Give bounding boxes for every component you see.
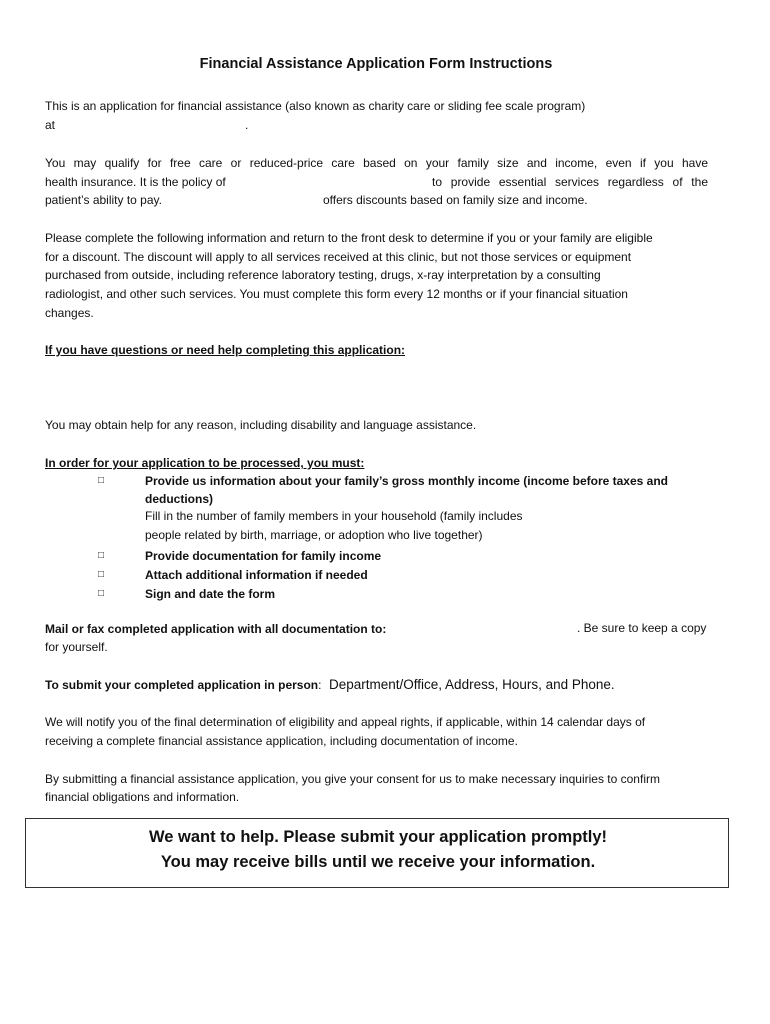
in-person-label: To submit your completed application in person: (45, 678, 322, 692)
qualify-line1: You may qualify for free care or reduced-price care based on your family size and income, even if you have (45, 156, 708, 170)
complete-line1: Please complete the following information and return to the front desk to determine if you or your family are eligible (45, 231, 653, 245)
notify-line2: receiving a complete financial assistance application, including documentation of income. (45, 734, 518, 748)
consent-line2: financial obligations and information. (45, 790, 240, 804)
mail-suffix: . Be sure to keep a copy (577, 621, 707, 635)
requirement-item-income-line2: deductions) (145, 492, 213, 506)
callout-line1: We want to help. Please submit your application promptly! (148, 828, 608, 846)
requirement-item-income-line1: Provide us information about your family’s gross monthly income (income before taxes and (145, 474, 668, 488)
checkbox-icon: □ (98, 475, 105, 486)
intro-at-label: at (45, 118, 56, 132)
notify-line1: We will notify you of the final determination of eligibility and appeal rights, if applicable, within 14 calendar days of (45, 715, 646, 729)
qualify-line2b: to provide essential services regardless of the (432, 175, 708, 189)
complete-line4: radiologist, and other such services. You must complete this form every 12 months or if your financial situation (45, 287, 628, 301)
mail-label: Mail or fax completed application with all documentation to: (45, 622, 387, 636)
page-title: Financial Assistance Application Form Instructions (199, 56, 553, 72)
requirement-item-additional-info: Attach additional information if needed (145, 568, 368, 582)
intro-line1: This is an application for financial assistance (also known as charity care or sliding fee scale program) (45, 99, 586, 113)
consent-line1: By submitting a financial assistance application, you give your consent for us to make necessary inquiries to confirm (45, 772, 660, 786)
checkbox-icon: □ (98, 550, 105, 561)
requirement-item-documentation: Provide documentation for family income (145, 549, 382, 563)
qualify-line3a: patient’s ability to pay. (45, 193, 162, 207)
requirement-item-income-sub1: Fill in the number of family members in your household (family includes (145, 509, 523, 523)
complete-line2: for a discount. The discount will apply to all services received at this clinic, but not those services or equipment (45, 250, 632, 264)
help-heading: If you have questions or need help completing this application: (45, 343, 406, 357)
intro-at-end: . (245, 118, 249, 132)
checkbox-icon: □ (98, 588, 105, 599)
callout-box (25, 818, 729, 888)
help-reason: You may obtain help for any reason, including disability and language assistance. (45, 418, 477, 432)
requirements-heading: In order for your application to be processed, you must: (45, 456, 365, 470)
complete-line5: changes. (45, 306, 94, 320)
requirement-item-sign: Sign and date the form (145, 587, 276, 601)
checkbox-icon: □ (98, 569, 105, 580)
in-person-value: Department/Office, Address, Hours, and Phone. (329, 677, 615, 692)
qualify-line3b: offers discounts based on family size and income. (323, 193, 588, 207)
qualify-line2a: health insurance. It is the policy of (45, 175, 226, 189)
callout-line2: You may receive bills until we receive your information. (160, 853, 596, 871)
mail-line2: for yourself. (45, 640, 108, 654)
complete-line3: purchased from outside, including reference laboratory testing, drugs, x-ray interpretation by a consulting (45, 268, 601, 282)
requirement-item-income-sub2: people related by birth, marriage, or adoption who live together) (145, 528, 483, 542)
